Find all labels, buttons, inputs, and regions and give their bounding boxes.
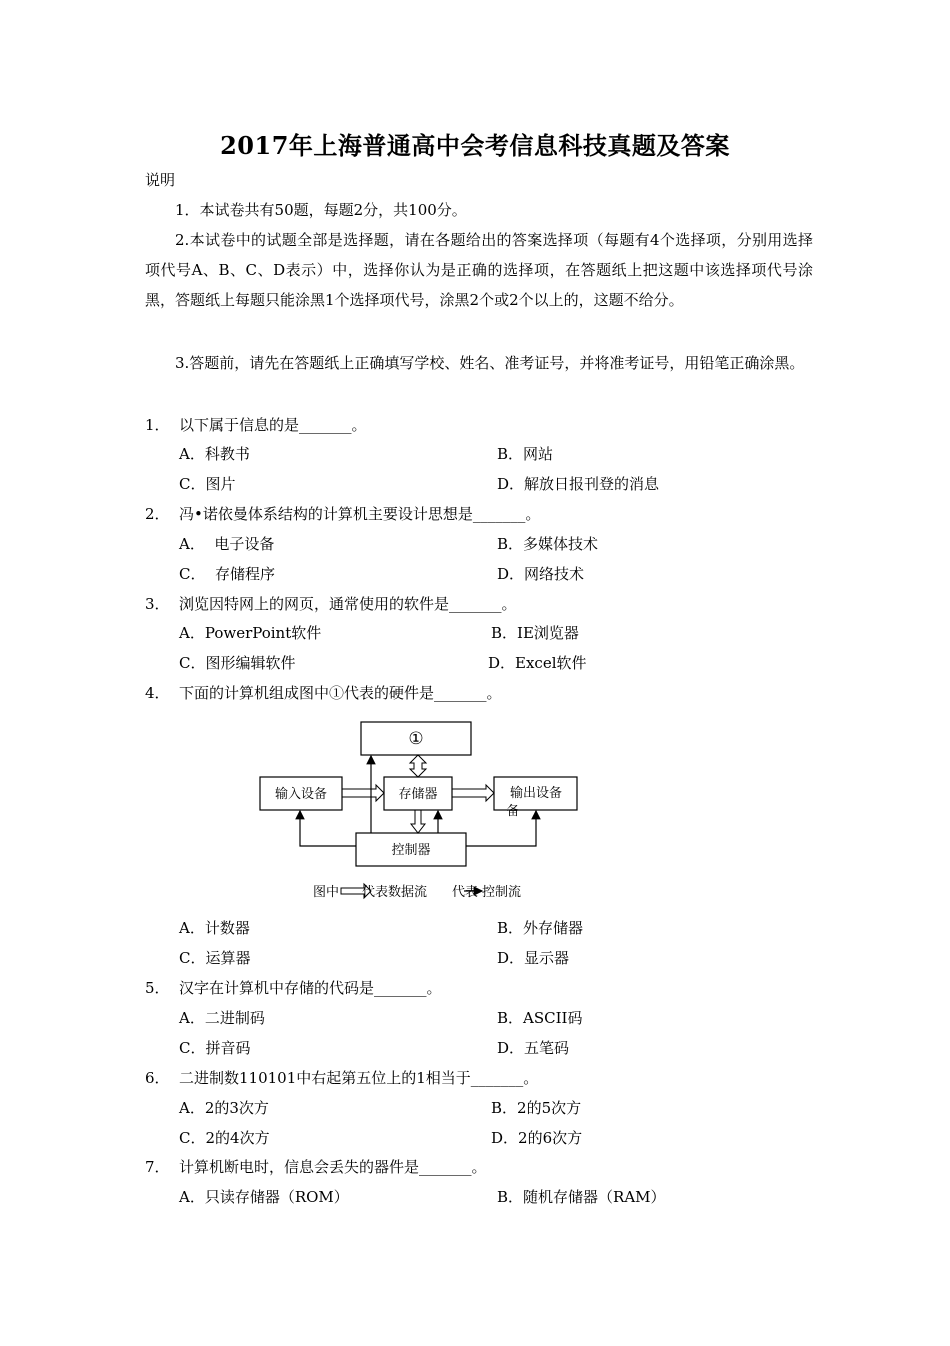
option-a: A．只读存储器（ROM）: [179, 1188, 349, 1206]
data-flow-memory-controller: [411, 810, 425, 833]
question-number: 6．: [145, 1069, 170, 1087]
question-text: 汉字在计算机中存储的代码是_______。: [179, 979, 442, 997]
option-c: C．图形编辑软件: [179, 654, 296, 672]
option-b: B．IE浏览器: [491, 624, 579, 642]
control-flow-to-input: [300, 811, 356, 846]
option-d: D．显示器: [497, 949, 570, 967]
legend-data-flow-label: 代表数据流: [362, 885, 428, 900]
question-text: 计算机断电时，信息会丢失的器件是_______。: [179, 1158, 487, 1176]
option-c: C．图片: [179, 475, 236, 493]
option-d: D．2的6次方: [491, 1129, 583, 1147]
output-device-label: 输出设备: [509, 786, 563, 801]
option-d: D．五笔码: [497, 1039, 570, 1057]
legend-control-flow-label: 控制流: [482, 885, 522, 900]
option-b: B．外存储器: [497, 919, 584, 937]
control-flow-to-output: [466, 811, 536, 846]
question-text: 以下属于信息的是_______。: [179, 416, 367, 434]
option-a: A．科教书: [179, 445, 250, 463]
question-text: 二进制数110101中右起第五位上的1相当于_______。: [179, 1069, 539, 1087]
intro-heading: 说明: [145, 171, 176, 189]
option-d: D．Excel软件: [488, 654, 587, 672]
option-b: B．2的5次方: [491, 1099, 582, 1117]
intro-paragraph-3: 3.答题前，请先在答题纸上正确填写学校、姓名、准考证号，并将准考证号，用铅笔正确涂黑。: [175, 354, 805, 372]
data-flow-input-to-memory: [342, 785, 384, 801]
input-device-label: 输入设备: [274, 787, 328, 802]
legend-prefix: 图中: [313, 885, 340, 900]
data-flow-memory-to-output: [452, 785, 494, 801]
intro-paragraph-1: 1．本试卷共有50题，每题2分，共100分。: [175, 201, 467, 219]
option-a: A． 电子设备: [179, 535, 275, 553]
question-number: 2．: [145, 505, 170, 523]
option-c: C．拼音码: [179, 1039, 251, 1057]
option-b: B．多媒体技术: [497, 535, 599, 553]
option-c: C．运算器: [179, 949, 251, 967]
controller-label: 控制器: [391, 843, 431, 858]
question-number: 1．: [145, 416, 170, 434]
question-number: 7．: [145, 1158, 170, 1176]
option-a: A．二进制码: [179, 1009, 265, 1027]
unit-label-top: ①: [408, 729, 424, 749]
output-device-label-overflow: 备: [506, 804, 520, 819]
question-number: 4．: [145, 684, 170, 702]
memory-label: 存储器: [398, 787, 438, 802]
option-c: C． 存储程序: [179, 565, 276, 583]
question-text: 浏览因特网上的网页，通常使用的软件是_______。: [179, 595, 517, 613]
option-d: D．解放日报刊登的消息: [497, 475, 660, 493]
question-number: 3．: [145, 595, 170, 613]
question-text: 冯•诺依曼体系结构的计算机主要设计思想是_______。: [179, 505, 541, 523]
page-title: 2017年上海普通高中会考信息科技真题及答案: [220, 131, 730, 160]
option-d: D．网络技术: [497, 565, 585, 583]
option-b: B．ASCII码: [497, 1009, 583, 1027]
question-number: 5．: [145, 979, 170, 997]
data-flow-memory-top-bidirectional: [410, 755, 426, 777]
option-b: B．随机存储器（RAM）: [497, 1188, 666, 1206]
option-a: A．PowerPoint软件: [179, 624, 322, 642]
option-a: A．计数器: [179, 919, 250, 937]
option-c: C．2的4次方: [179, 1129, 270, 1147]
intro-paragraph-2: 2.本试卷中的试题全部是选择题，请在各题给出的答案选择项（每题有4个选择项，分别用选择项代号A、B、C、D表示）中，选择你认为是正确的选择项，在答题纸上把这题中该选择项代号涂黑，答题纸上每题只能涂黑1个选择项代号，涂黑2个或2个以上的，这题不给分。: [145, 231, 813, 309]
question-text: 下面的计算机组成图中①代表的硬件是_______。: [179, 684, 502, 702]
option-b: B．网站: [497, 445, 554, 463]
option-a: A．2的3次方: [179, 1099, 269, 1117]
legend-control-prefix: 代表: [452, 885, 479, 900]
